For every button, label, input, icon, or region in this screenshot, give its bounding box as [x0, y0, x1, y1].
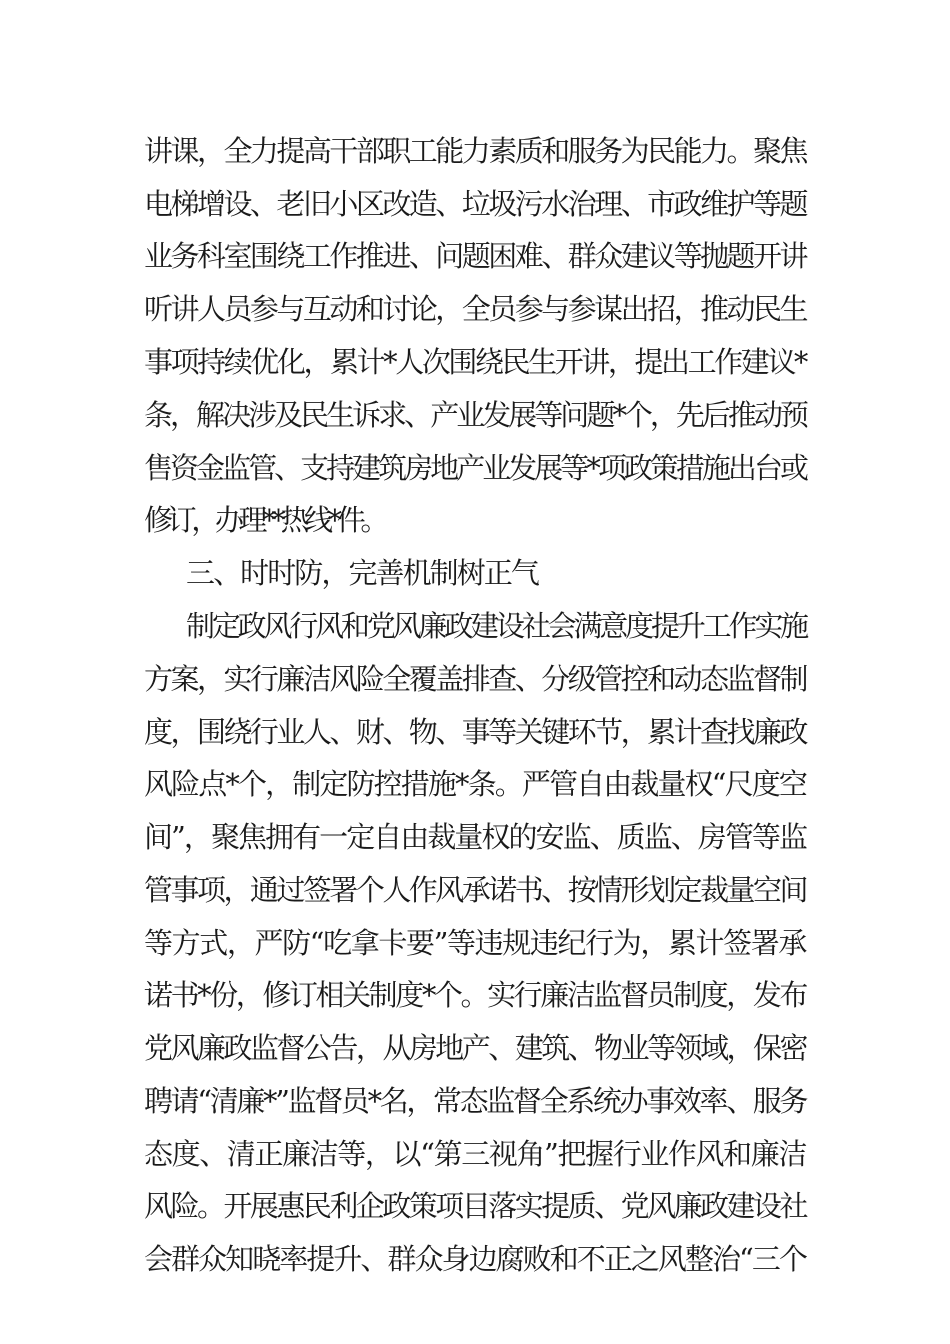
text-line-2: 电梯增设、老旧小区改造、垃圾污水治理、市政维护等题 [144, 187, 806, 221]
text-line-18: 党风廉政监督公告，从房地产、建筑、物业等领域，保密 [144, 1031, 806, 1065]
text-line-16: 等方式，严防“吃拿卡要”等违规违纪行为，累计签署承 [144, 926, 806, 960]
text-line-5: 事项持续优化，累计*人次围绕民生开讲，提出工作建议* [144, 345, 806, 379]
text-line-13: 风险点*个，制定防控措施*条。严管自由裁量权“尺度空 [144, 767, 806, 801]
text-line-7: 售资金监管、支持建筑房地产业发展等*项政策措施出台或 [144, 451, 806, 485]
text-line-8: 修订，办理**热线*件。 [144, 503, 384, 537]
text-line-22: 会群众知晓率提升、群众身边腐败和不正之风整治“三个 [144, 1242, 806, 1276]
text-line-6: 条，解决涉及民生诉求、产业发展等问题*个，先后推动预 [144, 398, 806, 432]
text-line-14: 间”，聚焦拥有一定自由裁量权的安监、质监、房管等监 [144, 820, 806, 854]
text-line-3: 业务科室围绕工作推进、问题困难、群众建议等抛题开讲 [144, 239, 806, 273]
text-line-21: 风险。开展惠民利企政策项目落实提质、党风廉政建设社 [144, 1189, 806, 1223]
text-line-12: 度，围绕行业人、财、物、事等关键环节，累计查找廉政 [144, 715, 806, 749]
text-line-11: 方案，实行廉洁风险全覆盖排查、分级管控和动态监督制 [144, 662, 806, 696]
text-line-10: 制定政风行风和党风廉政建设社会满意度提升工作实施 [186, 609, 806, 643]
text-line-4: 听讲人员参与互动和讨论，全员参与参谋出招，推动民生 [144, 292, 806, 326]
text-line-20: 态度、清正廉洁等，以“第三视角”把握行业作风和廉洁 [144, 1137, 806, 1171]
text-line-1: 讲课，全力提高干部职工能力素质和服务为民能力。聚焦 [144, 134, 806, 168]
text-line-17: 诺书*份，修订相关制度*个。实行廉洁监督员制度，发布 [144, 978, 806, 1012]
section-heading: 三、时时防，完善机制树正气 [186, 556, 538, 590]
text-line-19: 聘请“清廉*”监督员*名，常态监督全系统办事效率、服务 [144, 1084, 806, 1118]
text-line-15: 管事项，通过签署个人作风承诺书、按情形划定裁量空间 [144, 873, 806, 907]
